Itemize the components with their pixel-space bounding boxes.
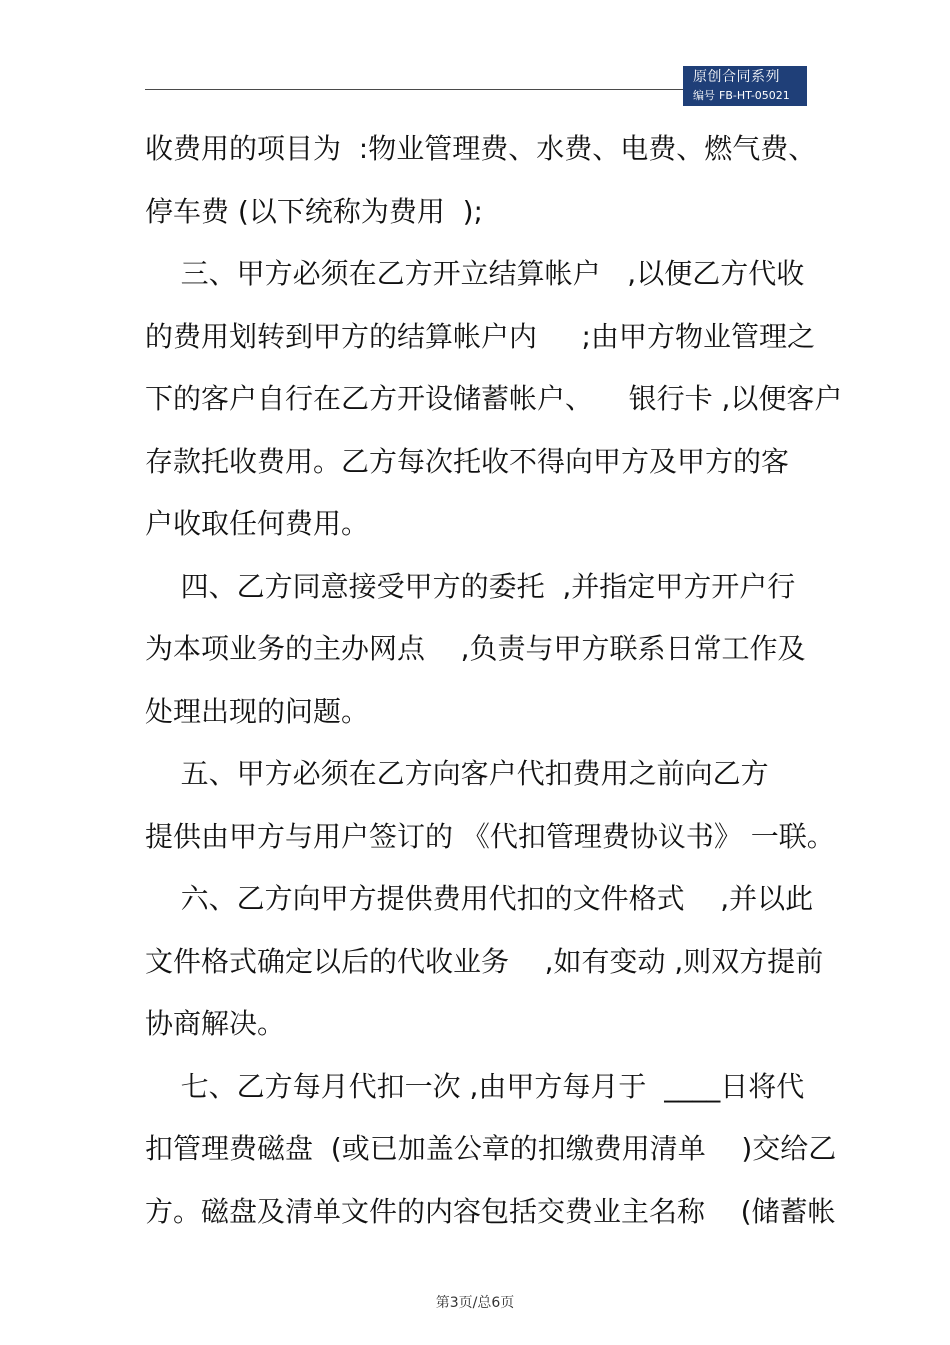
text-line: 收费用的项目为 :物业管理费、水费、电费、燃气费、 xyxy=(145,132,817,165)
text-line: 为本项业务的主办网点 ,负责与甲方联系日常工作及 xyxy=(145,632,806,665)
document-number xyxy=(693,89,794,103)
contract-body xyxy=(145,118,843,1243)
text-line: 方。磁盘及清单文件的内容包括交费业主名称 (储蓄帐 xyxy=(145,1194,836,1228)
text-line: 停车费 (以下统称为费用 ); xyxy=(145,194,483,228)
text-line: 五、甲方必须在乙方向客户代扣费用之前向乙方 xyxy=(145,757,769,790)
text-line: 存款托收费用。乙方每次托收不得向甲方及甲方的客 xyxy=(145,444,790,478)
text-line: 文件格式确定以后的代收业务 ,如有变动 ,则双方提前 xyxy=(145,944,824,978)
series-badge xyxy=(683,66,807,106)
text-line: 处理出现的问题。 xyxy=(145,694,370,728)
text-line: 户收取任何费用。 xyxy=(145,507,370,540)
text-line: 扣管理费磁盘 (或已加盖公章的扣缴费用清单 )交给乙 xyxy=(145,1132,837,1165)
text-line: 三、甲方必须在乙方开立结算帐户 ,以便乙方代收 xyxy=(145,257,805,290)
text-line: 四、乙方同意接受甲方的委托 ,并指定甲方开户行 xyxy=(145,569,796,603)
badge-title: 原创合同系列 xyxy=(693,69,780,85)
text-line: 协商解决。 xyxy=(145,1007,286,1040)
text-line: 提供由甲方与用户签订的 《代扣管理费协议书》 一联。 xyxy=(145,819,835,853)
text-line: 下的客户自行在乙方开设储蓄帐户、 银行卡 ,以便客户 xyxy=(145,382,843,415)
page-indicator: 第3页/总6页 xyxy=(435,1295,515,1311)
document-number-label: 编号 xyxy=(693,89,715,102)
document-number-value: FB-HT-05021 xyxy=(719,89,790,102)
text-line: 七、乙方每月代扣一次 ,由甲方每月于 ____日将代 xyxy=(145,1069,805,1103)
text-line: 六、乙方向甲方提供费用代扣的文件格式 ,并以此 xyxy=(145,882,814,915)
text-line: 的费用划转到甲方的结算帐户内 ;由甲方物业管理之 xyxy=(145,319,815,353)
